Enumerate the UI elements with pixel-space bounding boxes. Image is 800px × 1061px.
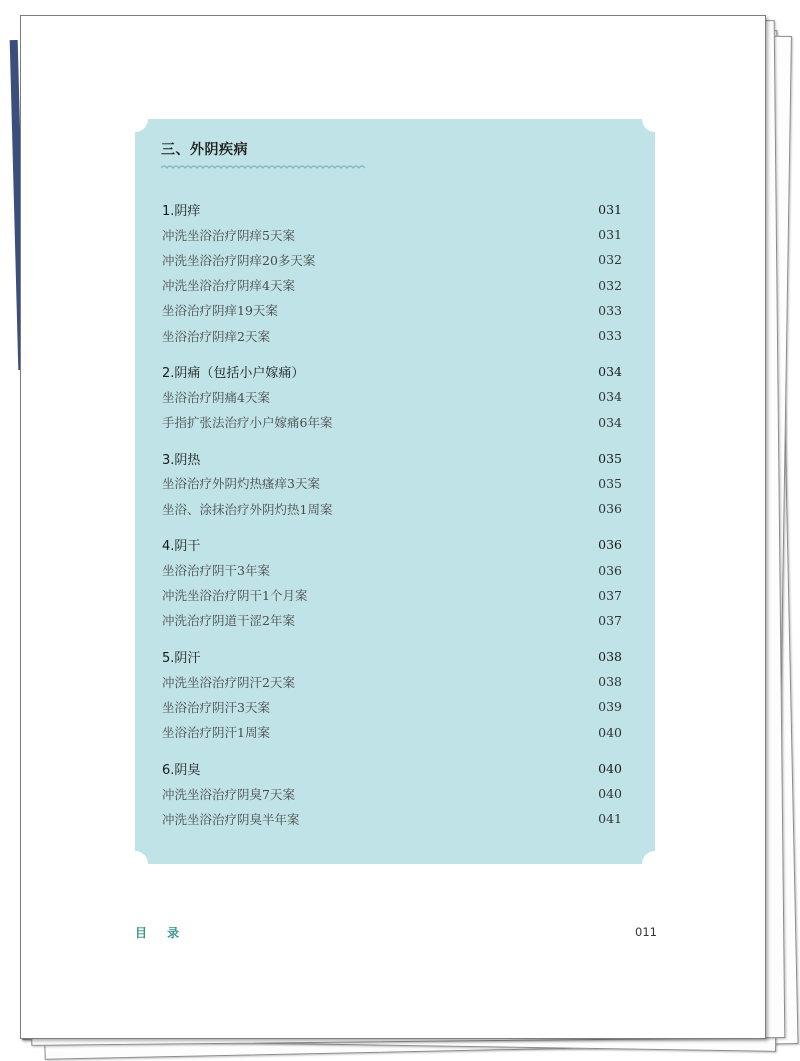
toc-page-number: 040: [598, 760, 622, 776]
panel-corner-notch: [122, 106, 148, 132]
toc-entry-row[interactable]: [162, 496, 622, 521]
panel-corner-notch: [642, 106, 668, 132]
toc-entry-row[interactable]: [162, 298, 622, 323]
toc-page-number: 040: [598, 786, 622, 802]
toc-entry-row[interactable]: [162, 720, 622, 745]
toc-group: [162, 756, 622, 832]
toc-entry-row[interactable]: [162, 781, 622, 806]
toc-entry-row[interactable]: [162, 247, 622, 272]
toc-heading-label: 5.阴汗: [162, 651, 201, 667]
toc-entry-label: 冲洗坐浴治疗阴臭7天案: [162, 786, 295, 802]
front-page: [20, 15, 766, 1039]
toc-entry-row[interactable]: [162, 222, 622, 247]
section-title: 三、外阴疾病: [161, 142, 248, 158]
toc-entry-row[interactable]: [162, 384, 622, 409]
toc-page-number: 033: [598, 302, 622, 318]
toc-page-number: 031: [598, 227, 622, 243]
footer-page-number: 011: [635, 925, 657, 939]
toc-entry-row[interactable]: [162, 608, 622, 633]
toc-page-number: 034: [598, 414, 622, 430]
toc-entry-label: 坐浴治疗外阴灼热瘙痒3天案: [162, 476, 320, 492]
toc-group: [162, 446, 622, 522]
toc-group: [162, 197, 622, 348]
toc-entry-label: 手指扩张法治疗小户嫁痛6年案: [162, 415, 333, 431]
toc-entry-row[interactable]: [162, 806, 622, 831]
wave-divider: [161, 163, 365, 173]
toc-entry-label: 坐浴治疗阴干3年案: [162, 563, 270, 579]
toc-heading-row[interactable]: [162, 644, 622, 669]
toc-page-number: 034: [598, 389, 622, 405]
toc-group: [162, 532, 622, 633]
toc-entry-label: 坐浴治疗阴痛4天案: [162, 389, 270, 405]
footer-section-label: 目 录: [135, 926, 188, 940]
toc-entry-label: 冲洗治疗阴道干涩2年案: [162, 613, 295, 629]
toc-entry-row[interactable]: [162, 669, 622, 694]
toc-page-number: 038: [598, 649, 622, 665]
toc-page-number: 039: [598, 699, 622, 715]
panel-corner-notch: [122, 851, 148, 877]
toc-entry-label: 冲洗坐浴治疗阴干1个月案: [162, 588, 308, 604]
toc-heading-row[interactable]: [162, 446, 622, 471]
toc-page-number: 041: [598, 811, 622, 827]
toc-entry-row[interactable]: [162, 273, 622, 298]
toc-group: [162, 644, 622, 745]
toc-entry-label: 坐浴治疗阴汗3天案: [162, 699, 270, 715]
toc-page-number: 036: [598, 562, 622, 578]
toc-heading-label: 2.阴痛（包括小户嫁痛）: [162, 366, 305, 382]
toc-entry-label: 冲洗坐浴治疗阴痒4天案: [162, 278, 295, 294]
toc-page-number: 033: [598, 328, 622, 344]
toc-entry-label: 冲洗坐浴治疗阴痒20多天案: [162, 252, 316, 268]
toc-panel: [135, 119, 655, 864]
toc-heading-row[interactable]: [162, 197, 622, 222]
toc-entry-row[interactable]: [162, 410, 622, 435]
toc-page-number: 035: [598, 475, 622, 491]
toc-page-number: 037: [598, 587, 622, 603]
toc-heading-label: 6.阴臭: [162, 762, 201, 778]
toc-entry-label: 坐浴治疗阴痒2天案: [162, 328, 270, 344]
table-of-contents: [162, 197, 622, 842]
toc-page-number: 036: [598, 501, 622, 517]
toc-heading-row[interactable]: [162, 532, 622, 557]
toc-entry-label: 坐浴治疗阴痒19天案: [162, 303, 278, 319]
toc-entry-row[interactable]: [162, 557, 622, 582]
toc-entry-row[interactable]: [162, 694, 622, 719]
toc-page-number: 037: [598, 612, 622, 628]
toc-page-number: 032: [598, 277, 622, 293]
toc-entry-row[interactable]: [162, 583, 622, 608]
toc-heading-row[interactable]: [162, 359, 622, 384]
toc-entry-label: 坐浴治疗阴汗1周案: [162, 725, 270, 741]
toc-group: [162, 359, 622, 435]
toc-entry-row[interactable]: [162, 323, 622, 348]
toc-page-number: 034: [598, 364, 622, 380]
toc-page-number: 036: [598, 537, 622, 553]
toc-page-number: 040: [598, 724, 622, 740]
toc-entry-label: 坐浴、涂抹治疗外阴灼热1周案: [162, 501, 333, 517]
toc-page-number: 032: [598, 252, 622, 268]
panel-corner-notch: [642, 851, 668, 877]
toc-entry-row[interactable]: [162, 471, 622, 496]
toc-entry-label: 冲洗坐浴治疗阴汗2天案: [162, 674, 295, 690]
toc-heading-label: 3.阴热: [162, 452, 201, 468]
toc-page-number: 038: [598, 674, 622, 690]
toc-entry-label: 冲洗坐浴治疗阴臭半年案: [162, 811, 300, 827]
toc-page-number: 031: [598, 202, 622, 218]
toc-page-number: 035: [598, 450, 622, 466]
toc-heading-label: 4.阴干: [162, 539, 201, 555]
toc-heading-label: 1.阴痒: [162, 204, 201, 220]
toc-heading-row[interactable]: [162, 756, 622, 781]
toc-entry-label: 冲洗坐浴治疗阴痒5天案: [162, 227, 295, 243]
